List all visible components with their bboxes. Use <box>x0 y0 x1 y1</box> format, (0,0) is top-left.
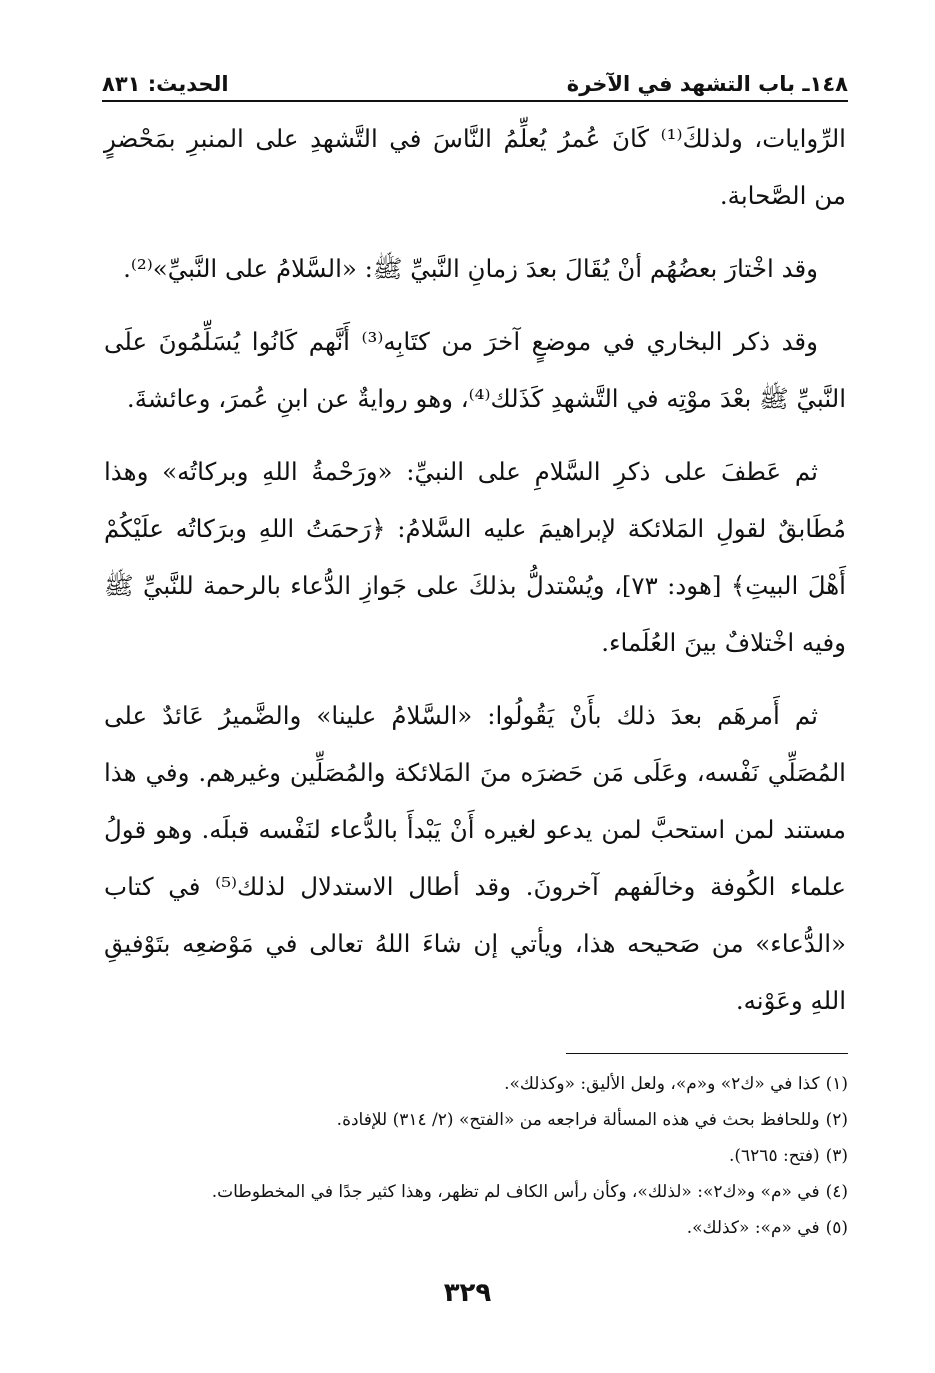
footnote-number: (٣) <box>825 1146 848 1166</box>
footnote-text: كذا في «ك٢» و«م»، ولعل الأليق: «وكذلك». <box>504 1074 820 1094</box>
footnote-1 <box>104 1066 848 1102</box>
running-header <box>102 62 848 96</box>
footnote-text: (فتح: ٦٢٦٥). <box>729 1146 820 1166</box>
footnote-4 <box>104 1174 848 1210</box>
footnote-number: (٥) <box>825 1218 848 1238</box>
footnote-divider <box>566 1053 848 1054</box>
paragraph: ثم أَمرهَم بعدَ ذلك بأَنْ يَقُولُوا: «السَّلامُ علينا» والضَّميرُ عَائدٌ على المُصَلِّي نَفْسه، وعَلَى مَن حَضرَه منَ المَلائكة والمُصَلِّين وغيرهم. وفي هذا مستند لمن استحبَّ لمن يدعو لغيره أَنْ يَبْدأَ بالدُّعاء لنَفْسه قبلَه. وهو قولُ علماء الكُوفة وخالَفهم آخرونَ. وقد أطال الاستدلال لذلك⁽⁵⁾ في كتاب «الدُّعاء» من صَحيحه هذا، ويأتي إن شاءَ اللهُ تعالى في مَوْضعِه بتَوْفيقِ اللهِ وعَوْنه. <box>104 701 846 1015</box>
paragraph: وقد ذكر البخاري في موضعٍ آخرَ من كتَابِه⁽³⁾ أَنَّهم كَانُوا يُسَلِّمُونَ علَى النَّبيِّ ﷺ بعْدَ موْتِه في التَّشهدِ كَذَلك⁽⁴⁾، وهو روايةٌ عن ابنِ عُمرَ، وعائشةَ. <box>104 327 846 413</box>
main-text <box>104 110 846 1045</box>
chapter-title: ١٤٨ـ باب التشهد في الآخرة <box>566 72 848 96</box>
paragraph: الرِّوايات، ولذلكَ⁽¹⁾ كَانَ عُمرُ يُعلِّمُ النَّاسَ في التَّشهدِ على المنبرِ بمَحْضرٍ من الصَّحابة. <box>104 124 846 210</box>
footnote-number: (٤) <box>825 1182 848 1202</box>
hadith-reference: الحديث: ٨٣١ <box>102 72 229 96</box>
footnote-text: في «م» و«ك٢»: «لذلك»، وكأن رأس الكاف لم تظهر، وهذا كثير جدًا في المخطوطات. <box>211 1182 820 1202</box>
footnote-number: (١) <box>825 1074 848 1094</box>
footnote-text: في «م»: «كذلك». <box>686 1218 820 1238</box>
footnote-3 <box>104 1138 848 1174</box>
footnote-number: (٢) <box>825 1110 848 1130</box>
footnote-5 <box>104 1210 848 1246</box>
footnote-text: وللحافظ بحث في هذه المسألة فراجعه من «الفتح» (٢/ ٣١٤) للإفادة. <box>336 1110 820 1130</box>
page-number: ٣٢٩ <box>443 1278 492 1308</box>
footnotes <box>104 1066 848 1246</box>
footnote-2 <box>104 1102 848 1138</box>
paragraph: وقد اخْتارَ بعضُهُم أنْ يُقَالَ بعدَ زمانِ النَّبيِّ ﷺ: «السَّلامُ على النَّبيِّ»⁽²⁾. <box>123 254 818 283</box>
header-divider <box>102 100 848 102</box>
paragraph: ثم عَطفَ على ذكرِ السَّلامِ على النبيِّ: «ورَحْمةُ اللهِ وبركاتُه» وهذا مُطَابقٌ لقولِ المَلائكة لإبراهيمَ عليه السَّلامُ: ﴿رَحمَتُ اللهِ وبرَكاتُه علَيْكُمْ أَهْلَ البيتِ﴾ [هود: ٧٣]، ويُسْتدلُّ بذلكَ على جَوازِ الدُّعاء بالرحمة للنَّبيِّ ﷺ وفيه اخْتلافٌ بينَ العُلَماء. <box>104 457 846 657</box>
